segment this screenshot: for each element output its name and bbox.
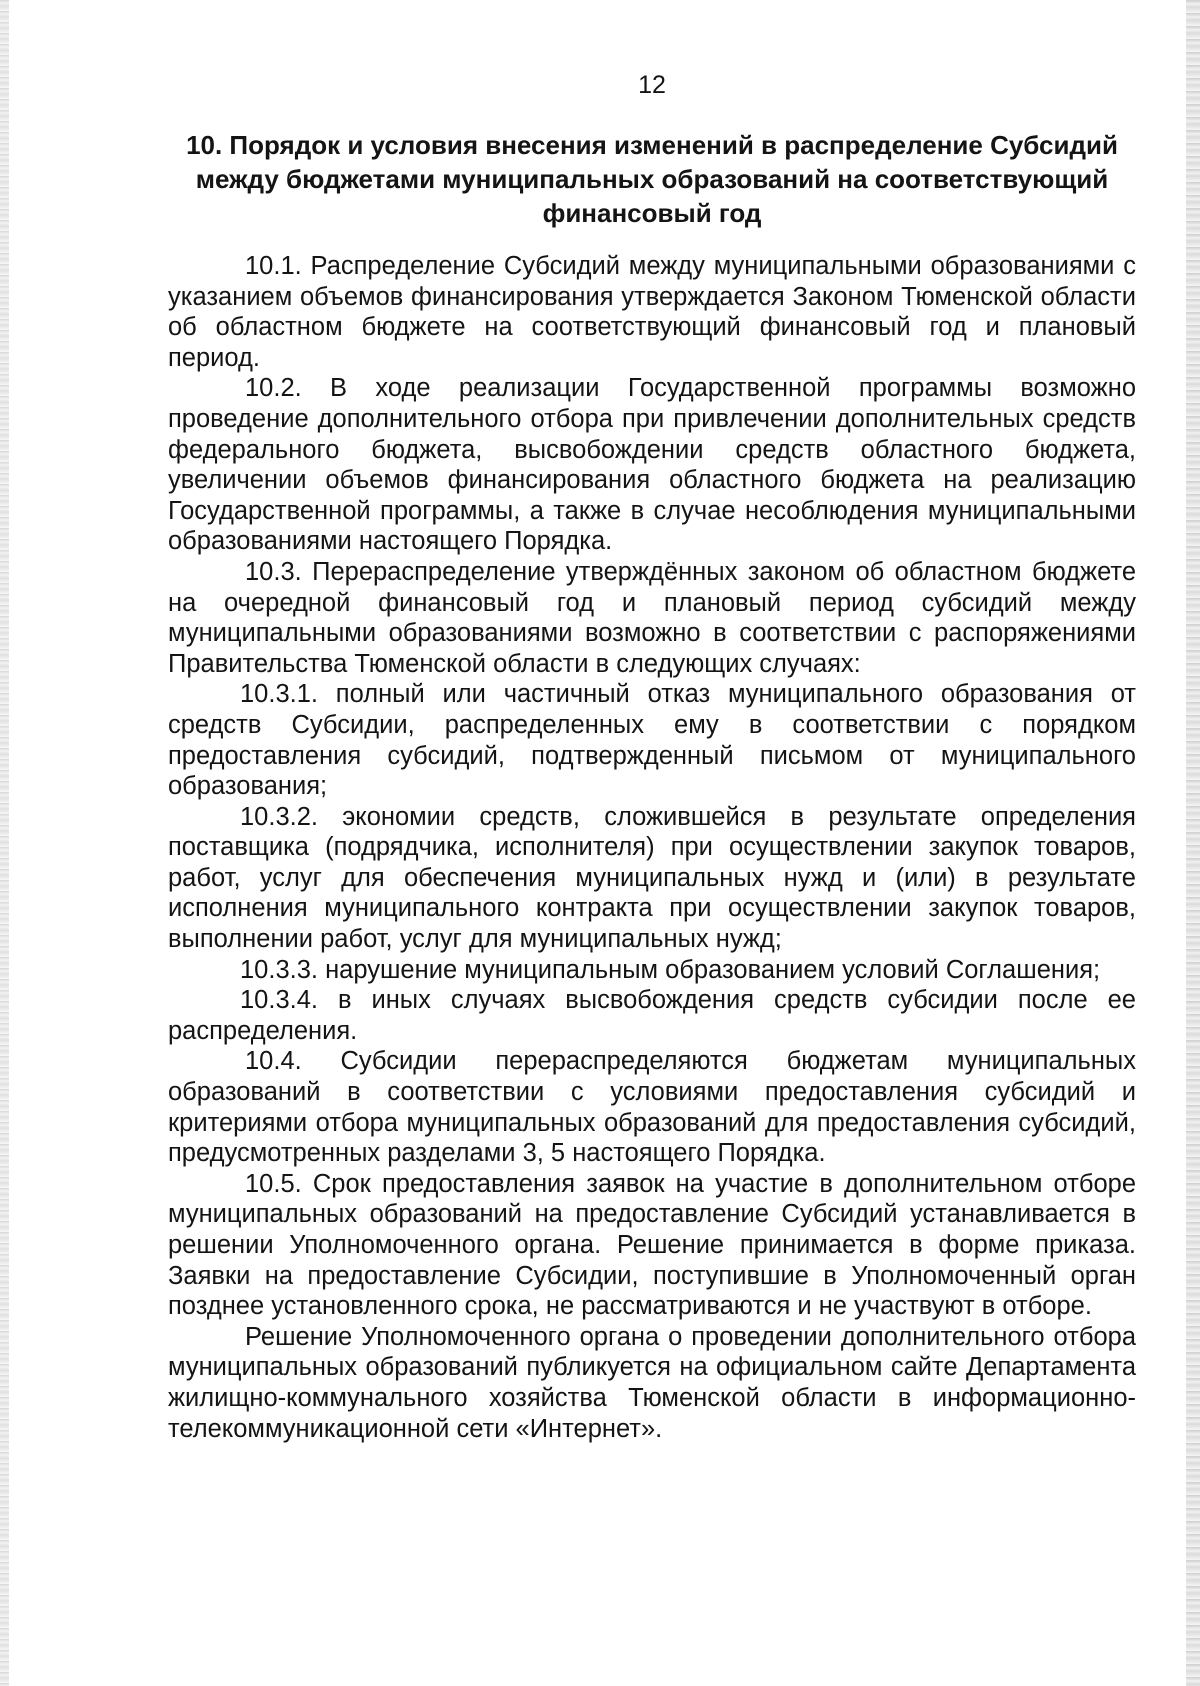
scan-edge-left: [0, 0, 9, 1686]
paragraph-10-3-4: 10.3.4. в иных случаях высвобождения средств субсидии после ее распределения.: [168, 986, 1136, 1045]
paragraph-10-4: 10.4. Субсидии перераспределяются бюджетам муниципальных образований в соответствии с условиями предоставления субсидий и критериями отбора муниципальных образований для предоставления субсидий, предусмотренных разделами 3, 5 настоящего Порядка.: [168, 1047, 1136, 1168]
paragraph-10-3: 10.3. Перераспределение утверждённых законом об областном бюджете на очередной финансовый год и плановый период субсидий между муниципальными образованиями возможно в соответствии с распоряжениями Правительства Тюменской области в следующих случаях:: [168, 557, 1136, 678]
paragraph-10-2: 10.2. В ходе реализации Государственной программы возможно проведение дополнительного отбора при привлечении дополнительных средств федерального бюджета, высвобождении средств областного бюджета, увеличении объемов финансирования областного бюджета на реализацию Государственной программы, а также в случае несоблюдения муниципальными образованиями настоящего Порядка.: [168, 374, 1136, 556]
paragraph-10-3-1: 10.3.1. полный или частичный отказ муниципального образования от средств Субсидии, распределенных ему в соответствии с порядком предоставления субсидий, подтвержденный письмом от муниципального образования;: [168, 680, 1136, 801]
scan-edge-right: [1186, 0, 1200, 1686]
paragraph-decision: Решение Уполномоченного органа о проведении дополнительного отбора муниципальных образований публикуется на официальном сайте Департамента жилищно-коммунального хозяйства Тюменской области в информационно-телекоммуникационной сети «Интернет».: [168, 1322, 1136, 1443]
section-heading: 10. Порядок и условия внесения изменений в распределение Субсидий между бюджетами муниципальных образований на соответствующий финансовый год: [186, 130, 1118, 228]
section-body: [168, 251, 1136, 1444]
paragraph-10-1: 10.1. Распределение Субсидий между муниципальными образованиями с указанием объемов финансирования утверждается Законом Тюменской области об областном бюджете на соответствующий финансовый год и плановый период.: [168, 252, 1136, 372]
page-number: 12: [638, 71, 666, 99]
document-page: [168, 0, 1136, 1686]
paragraph-10-5: 10.5. Срок предоставления заявок на участие в дополнительном отборе муниципальных образований на предоставление Субсидий устанавливается в решении Уполномоченного органа. Решение принимается в форме приказа. Заявки на предоставление Субсидии, поступившие в Уполномоченный орган позднее установленного срока, не рассматриваются и не участвуют в отборе.: [168, 1169, 1136, 1321]
paragraph-10-3-3: 10.3.3. нарушение муниципальным образованием условий Соглашения;: [240, 955, 1101, 984]
paragraph-10-3-2: 10.3.2. экономии средств, сложившейся в результате определения поставщика (подрядчика, исполнителя) при осуществлении закупок товаров, работ, услуг для обеспечения муниципальных нужд и (или) в результате исполнения муниципального контракта при осуществлении закупок товаров, выполнении работ, услуг для муниципальных нужд;: [168, 802, 1136, 954]
